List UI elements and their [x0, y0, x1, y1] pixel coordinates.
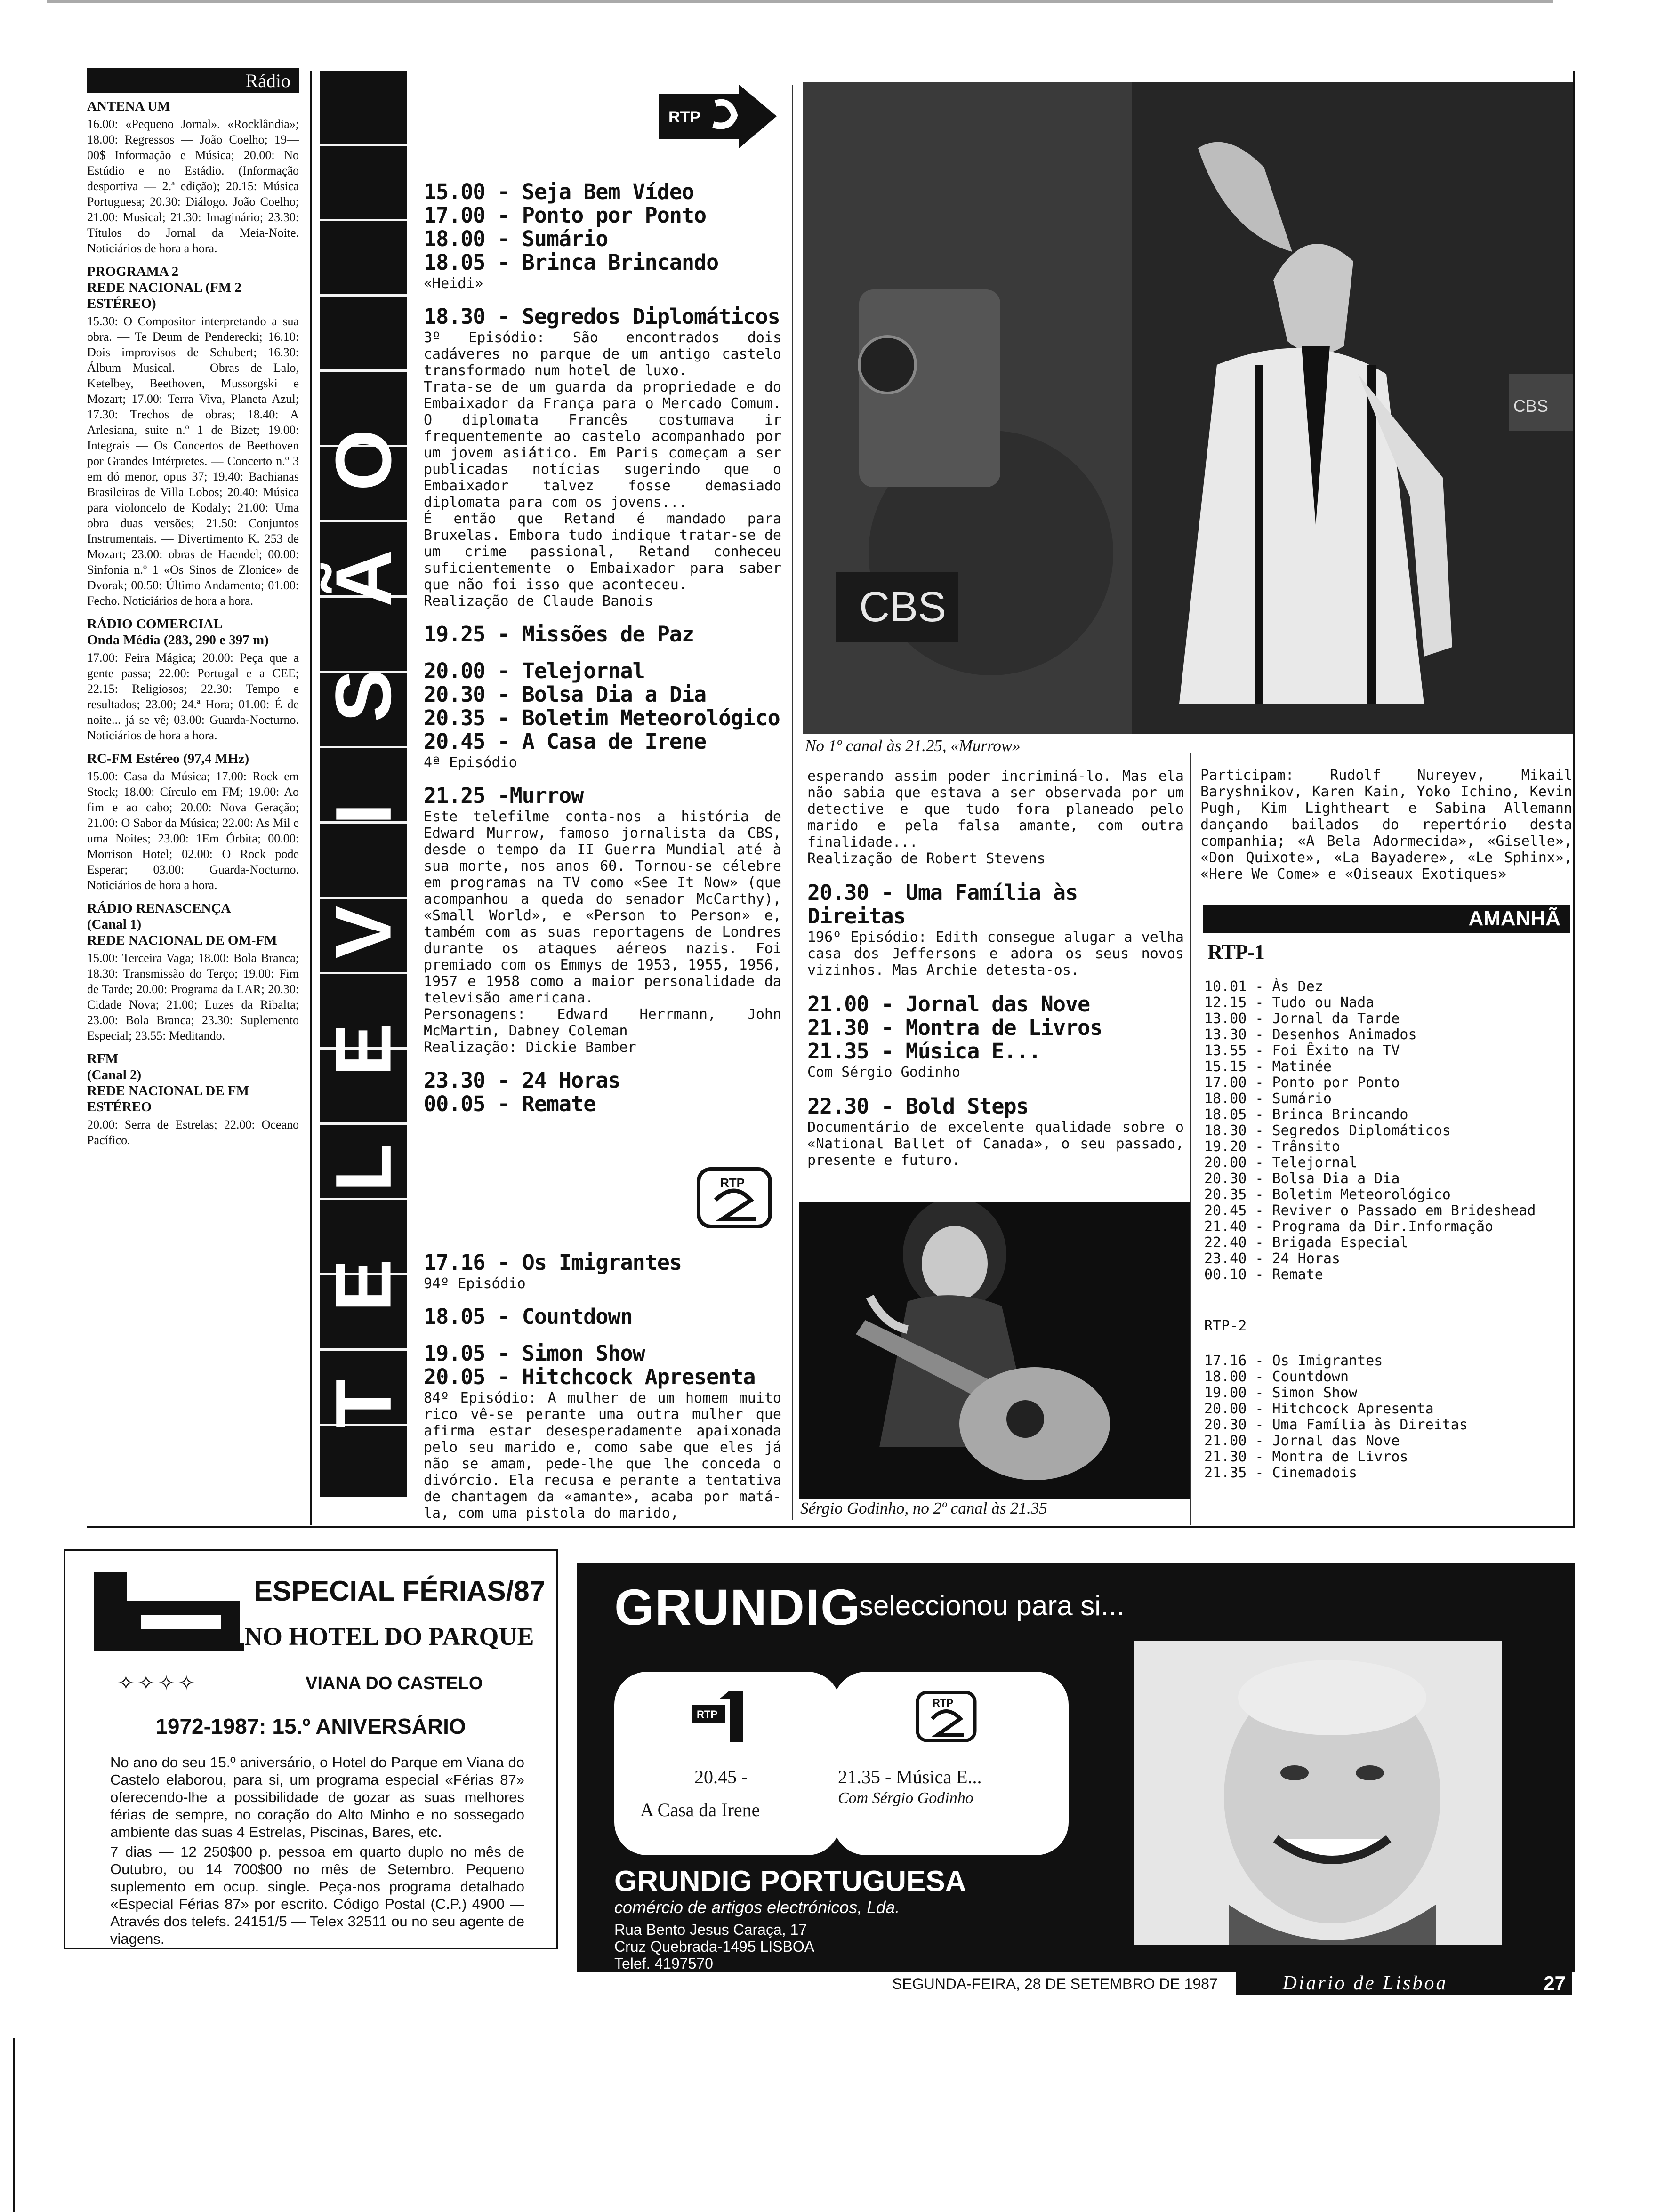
grundig-rtp2-logo	[916, 1691, 977, 1742]
hotel-ad-city: VIANA DO CASTELO	[306, 1674, 483, 1693]
radio-station-name: RFM (Canal 2) REDE NACIONAL DE FM ESTÉREO	[87, 1051, 249, 1114]
grundig-photo-drawing	[1134, 1641, 1502, 1945]
grundig-company-sub: comércio de artigos electrónicos, Lda.	[614, 1898, 900, 1917]
hotel-ad-title: ESPECIAL FÉRIAS/87	[254, 1575, 546, 1607]
radio-station-programme: 16.00: «Pequeno Jornal». «Rocklândia»; 18.00: Regressos — João Coelho; 19—00$ Informação e Música; 20.00: No Estúdio e no Estádio. (Informação desportiva — 2.ª edição); 20.15: Música Portuguesa; 20.30: Diálogo. João Coelho; 21.00: Musical; 21.30: Imaginário; 23.30: Títulos do Jornal da Meia-Noite. Noticiários de hora a hora.	[87, 117, 299, 255]
rtp2-logo-text: RTP	[720, 1176, 745, 1190]
tv-column-2	[807, 767, 1184, 1169]
photo-sergio-godinho-drawing	[799, 1202, 1190, 1499]
photo-murrow-drawing	[803, 82, 1575, 734]
television-letter: E	[319, 1259, 408, 1312]
programme-description: Documentário de excelente qualidade sobre o «National Ballet of Canada», o seu passado, presente e futuro.	[807, 1119, 1184, 1169]
tv-divider	[792, 85, 793, 1520]
hotel-logo-icon	[94, 1572, 249, 1652]
amanha-header: AMANHÃ	[1203, 905, 1570, 933]
radio-station-name: RC-FM Estéreo (97,4 MHz)	[87, 751, 249, 766]
photo-sergio-godinho	[799, 1202, 1190, 1499]
amanha-rtp1-title: RTP-1	[1207, 940, 1264, 964]
photo-mic-badge: CBS	[1513, 396, 1549, 416]
radio-divider	[310, 71, 312, 1525]
hotel-ad-name: NO HOTEL DO PARQUE	[244, 1622, 534, 1651]
schedule-right-rule	[1573, 71, 1575, 1527]
footer-date: SEGUNDA-FEIRA, 28 DE SETEMBRO DE 1987	[892, 1975, 1218, 1992]
grundig-company: GRUNDIG PORTUGUESA	[614, 1865, 966, 1898]
grundig-tv-rtp2	[833, 1672, 1069, 1855]
programme-description: 94º Episódio	[424, 1275, 526, 1292]
radio-station-programme: 20.00: Serra de Estrelas; 22.00: Oceano Pacífico.	[87, 1118, 299, 1147]
programme-title: 21.00 - Jornal das Nove 21.30 - Montra de Livros 21.35 - Música E...	[807, 992, 1102, 1064]
television-letter: V	[319, 905, 408, 959]
programme-title: 18.30 - Segredos Diplomáticos	[424, 304, 780, 329]
programme-description: «Heidi»	[424, 275, 483, 292]
radio-station-programme: 15.30: O Compositor interpretando a sua obra. — Te Deum de Penderecki; 16.10: Dois improvisos de Schubert; 16.30: Álbum Musical. — Obras de Lalo, Ketelbey, Beethoven, Mussorgski e Mozart; 17.00: Terra Viva, Planeta Azul; 17.30: Trechos de obras; 18.40: A Arlesiana, suite n.º 1 de Bizet; 19.00: Integrais — Os Concertos de Beethoven por Grandes Intérpretes. — Concerto n.º 3 em dó menor, opus 37; 19.40: Bachianas Brasileiras de Villa Lobos; 20.40: Música para violoncelo de Kodaly; 21.00: Uma obra duas versões; 21.50: Conjuntos Instrumentais. — Divertimento K. 253 de Mozart; 23.00: obras de Haendel; 00.00: Sinfonia n.º 1 «Os Sinos de Zlonice» de Dvorak; 00.50: Último Andamento; 01.00: Fecho. Noticiários de hora a hora.	[87, 314, 299, 608]
programme-title: 17.16 - Os Imigrantes	[424, 1250, 682, 1275]
footer-page-number: 27	[1495, 1972, 1572, 1995]
radio-header: Rádio	[87, 68, 299, 93]
programme-title: 20.00 - Telejornal 20.30 - Bolsa Dia a Dia 20.35 - Boletim Meteorológico 20.45 - A Casa de Irene	[424, 658, 780, 754]
programme-title: 22.30 - Bold Steps	[807, 1094, 1029, 1119]
amanha-rtp2-list: 17.16 - Os Imigrantes 18.00 - Countdown 19.00 - Simon Show 20.00 - Hitchcock Apresenta 20.30 - Uma Família às Direitas 21.00 - Jornal das Nove 21.30 - Montra de Livros 21.35 - Cinemadois	[1204, 1353, 1468, 1481]
television-letter: L	[319, 1143, 408, 1192]
rtp2-logo	[697, 1167, 772, 1228]
programme-title: 23.30 - 24 Horas 00.05 - Remate	[424, 1068, 620, 1116]
hotel-ad-offer: 7 dias — 12 250$00 p. pessoa em quarto duplo no mês de Outubro, ou 14 700$00 no mês de Setembro. Pequeno suplemento em ocup. single. Peça-nos programa detalhado «Especial Férias 87» por escrito. Código Postal (C.P.) 4900 — Através dos telefs. 24151/5 — Telex 32511 ou no seu agente de viagens.	[110, 1843, 524, 1947]
tv-column-rtp2	[424, 1238, 781, 1522]
rtp1-logo	[659, 85, 777, 148]
grundig-tv2-sub: Com Sérgio Godinho	[838, 1789, 973, 1807]
grundig-address: Rua Bento Jesus Caraça, 17 Cruz Quebrada-1495 LISBOA Telef. 4197570	[614, 1921, 815, 1972]
photo-cbs-sign: CBS	[859, 584, 947, 631]
grundig-rtp1-logo-text: RTP	[697, 1708, 717, 1720]
programme-description: 4ª Episódio	[424, 754, 517, 771]
radio-station-programme: 15.00: Terceira Vaga; 18.00: Bola Branca; 18.30: Transmissão do Terço; 19.00: Fim de Tarde; 20.00: Programa da LAR; 20.30: Cidade Nova; 21.00; Luzes da Ribalta; 23.00: Bola Branca; 23.30: Suplemento Especial; 23.55: Meditando.	[87, 951, 299, 1042]
television-letter: T	[319, 1379, 408, 1428]
radio-station-name: PROGRAMA 2 REDE NACIONAL (FM 2 ESTÉREO)	[87, 264, 241, 311]
programme-title: 21.25 -Murrow	[424, 783, 584, 808]
television-letter: Ã	[319, 549, 408, 607]
photo-murrow-caption: No 1º canal às 21.25, «Murrow»	[805, 737, 1021, 755]
programme-description: 3º Episódio: São encontrados dois cadáveres no parque de um antigo castelo transformado num hotel de luxo. Trata-se de um guarda da propriedade e do Embaixador da França para o Mercado Comum. O diplomata Francês costumava ir frequentemente ao castelo acompanhado por um jovem asiático. Em Paris começam a ser publicadas notícias sugerindo que o Embaixador talvez fosse demasiado diplomata para com os jovens... É então que Retand é mandado para Bruxelas. Embora tudo indique tratar-se de um crime passional, Retand conheceu suficientemente o Embaixador para saber que não foi isso que aconteceu. Realização de Claude Banois	[424, 329, 781, 609]
schedule-bottom-rule	[87, 1526, 1575, 1528]
ad-hotel-parque	[64, 1549, 558, 1949]
hotel-ad-body: No ano do seu 15.º aniversário, o Hotel do Parque em Viana do Castelo elaborou, para si, um programa especial «Férias 87» oferecendo-lhe a possibilidade de gozar as suas melhores férias de sempre, no coração do Alto Minho e no sossegado ambiente das suas 4 Estrelas, Piscinas, Bares, etc.	[110, 1754, 524, 1840]
television-letter: E	[319, 1023, 408, 1076]
programme-description: Com Sérgio Godinho	[807, 1064, 961, 1081]
hotel-ad-anniversary: 1972-1987: 15.º ANIVERSÁRIO	[155, 1714, 466, 1739]
ad-grundig	[577, 1563, 1575, 1972]
photo-sergio-caption: Sérgio Godinho, no 2º canal às 21.35	[800, 1499, 1047, 1517]
footer-masthead: Diario de Lisboa	[1236, 1972, 1495, 1995]
radio-station-name: ANTENA UM	[87, 99, 170, 114]
programme-title: 19.25 - Missões de Paz	[424, 622, 694, 647]
grundig-photo	[1134, 1641, 1502, 1945]
margin-mark	[13, 2038, 15, 2212]
programme-title: 20.30 - Uma Família às Direitas	[807, 880, 1078, 929]
ballet-participants: Participam: Rudolf Nureyev, Mikail Baryshnikov, Karen Kain, Yoko Ichino, Kevin Pugh, Kim Lightheart e Sabina Allemann dançando bailados do repertório desta companhia; «A Bela Adormecida», «Giselle», «Don Quixote», «La Bayadere», «Le Sphinx», «Here We Come» e «Oiseaux Exotiques»	[1200, 767, 1572, 882]
television-letter: I	[319, 803, 408, 825]
television-letter: O	[319, 429, 408, 491]
grundig-tv1-show: A Casa da Irene	[640, 1799, 760, 1820]
radio-stations	[87, 98, 299, 1148]
grundig-tagline: seleccionou para si...	[859, 1590, 1125, 1621]
radio-station-programme: 15.00: Casa da Música; 17.00: Rock em Stock; 18.00: Círculo em FM; 19.00: Ao fim e ao cabo; 20.00: Nova Geração; 21.00: O Sabor da Música; 22.00: As Mil e uma Noites; 23.00: 1Em Órbita; 00.00: Morrison Hotel; 02.00: O Rock pode Esperar; 03.00: Guarda-Nocturno. Noticiários de hora a hora.	[87, 769, 299, 892]
grundig-brand: GRUNDIG	[614, 1579, 861, 1635]
programme-description: 84º Episódio: A mulher de um homem muito rico vê-se perante uma outra mulher que afirma estar desesperadamente apaixonada pelo seu marido e, como sabe que eles já não se amam, pede-lhe que lhe conceda o divórcio. Ela recusa e perante a tentativa de chantagem da «amante», acaba por matá-la, com uma pistola do marido,	[424, 1390, 781, 1522]
photo-murrow	[803, 82, 1575, 734]
radio-station-name: RÁDIO COMERCIAL Onda Média (283, 290 e 397 m)	[87, 617, 269, 648]
grundig-tv2-text: 21.35 - Música E...	[838, 1766, 982, 1787]
programme-description: Este telefilme conta-nos a história de Edward Murrow, famoso jornalista da CBS, desde o tempo da II Guerra Mundial até à sua morte, nos anos 60. Tornou-se célebre em programas na TV como «See It Now» (que acompanhou a queda do senador McCarthy), «Small World», e «Person to Person» e, também com as suas reportagens de Londres durante os ataques aéreos nazis. Foi premiado com os Emmys de 1953, 1955, 1956, 1957 e 1958 como a maior personalidade da televisão americana. Personagens: Edward Herrmann, John McMartin, Dabney Coleman Realização: Dickie Bamber	[424, 809, 781, 1056]
radio-station-name: RÁDIO RENASCENÇA (Canal 1) REDE NACIONAL DE OM-FM	[87, 901, 277, 948]
tv-column-rtp1	[424, 167, 781, 1116]
col3-divider	[1190, 753, 1191, 1525]
top-rule	[47, 0, 1553, 3]
radio-station-programme: 17.00: Feira Mágica; 20.00: Peça que a gente passa; 22.00: Portugal e a CEE; 22.15: Religiosos; 22.30: Tempo e resultados; 23.00; 24.ª Hora; 01.00: É de noite... já se vê; 03.00: Guarda-Nocturno. Noticiários de hora a hora.	[87, 651, 299, 742]
rtp1-logo-text: RTP	[668, 108, 700, 126]
grundig-tv1-time: 20.45 -	[694, 1766, 748, 1787]
amanha-rtp1-list: 10.01 - Às Dez 12.15 - Tudo ou Nada 13.00 - Jornal da Tarde 13.30 - Desenhos Animados 13.55 - Foi Êxito na TV 15.15 - Matinée 17.00 - Ponto por Ponto 18.00 - Sumário 18.05 - Brinca Brincando 18.30 - Segredos Diplomáticos 19.20 - Trânsito 20.00 - Telejornal 20.30 - Bolsa Dia a Dia 20.35 - Boletim Meteorológico 20.45 - Reviver o Passado em Brideshead 21.40 - Programa da Dir.Informação 22.40 - Brigada Especial 23.40 - 24 Horas 00.10 - Remate	[1204, 978, 1536, 1283]
programme-title: 15.00 - Seja Bem Vídeo 17.00 - Ponto por Ponto 18.00 - Sumário 18.05 - Brinca Brincando	[424, 179, 719, 275]
radio-column	[87, 68, 299, 1148]
television-band-letters	[320, 414, 407, 1450]
programme-title: 19.05 - Simon Show 20.05 - Hitchcock Apresenta	[424, 1341, 756, 1389]
grundig-rtp1-logo	[692, 1691, 758, 1742]
programme-title: 18.05 - Countdown	[424, 1304, 633, 1329]
programme-description: esperando assim poder incriminá-lo. Mas ela não sabia que estava a ser observada por um detective e que tudo fora planeado pelo marido e pela falsa amante, com outra finalidade... Realização de Robert Stevens	[807, 768, 1184, 867]
hotel-ad-stars: ✧✧✧✧	[117, 1672, 198, 1695]
programme-description: 196º Episódio: Edith consegue alugar a velha casa dos Jeffersons e adora os seus novos vizinhos. Mas Archie detesta-os.	[807, 929, 1184, 978]
amanha-rtp2-title: RTP-2	[1204, 1318, 1247, 1334]
grundig-tv-rtp1	[614, 1672, 840, 1855]
television-letter: S	[319, 669, 408, 722]
grundig-rtp2-logo-text: RTP	[933, 1697, 953, 1709]
